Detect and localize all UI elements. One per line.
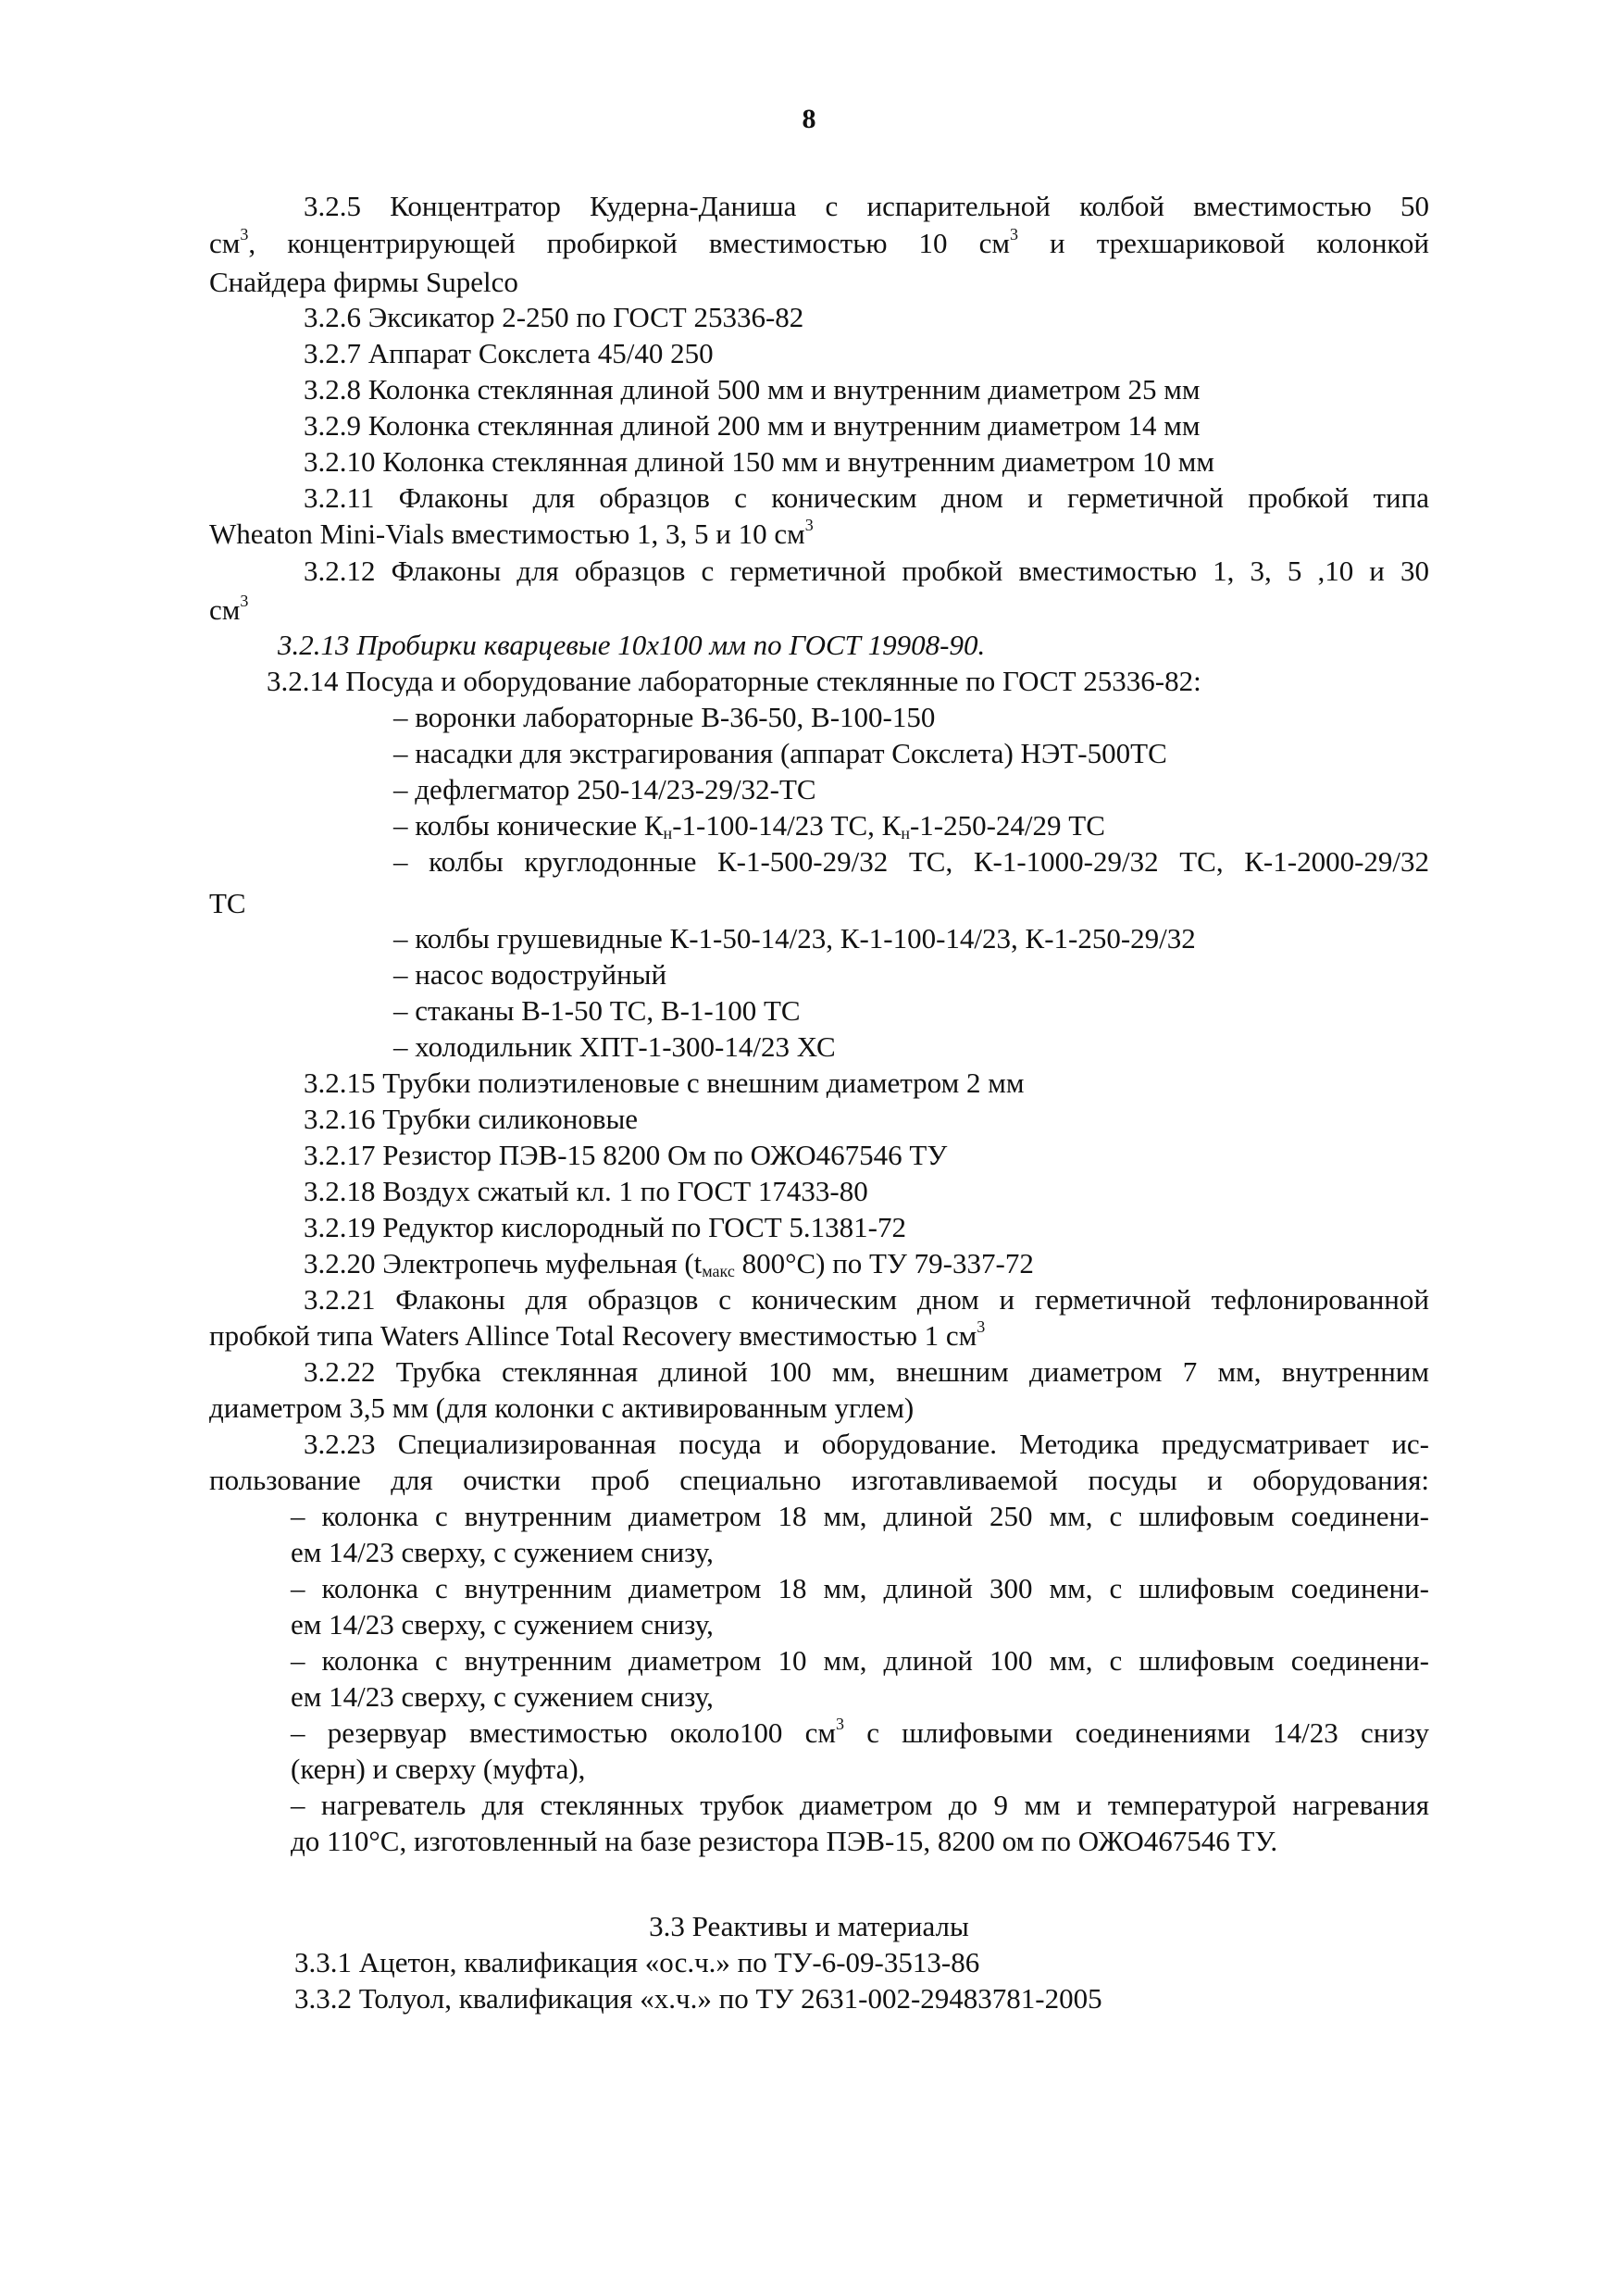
- superscript: 3: [1010, 225, 1018, 243]
- list-item-reservoir-cont: (керн) и сверху (муфта),: [291, 1753, 586, 1785]
- line-3-2-19: 3.2.19 Редуктор кислородный по ГОСТ 5.1381-72: [304, 1211, 906, 1243]
- list-item-heater: – нагреватель для стеклянных трубок диаметром до 9 мм и температурой нагревания: [291, 1789, 1429, 1821]
- text-segment: с шлифовыми соединениями 14/23 снизу: [844, 1716, 1429, 1749]
- line-3-2-16: 3.2.16 Трубки силиконовые: [304, 1103, 639, 1135]
- list-item-column-1: – колонка с внутренним диаметром 18 мм, длиной 250 мм, с шлифовым соединени-: [291, 1500, 1429, 1532]
- page-number: 8: [802, 104, 816, 134]
- text-segment: 800°С) по ТУ 79-337-72: [734, 1247, 1034, 1279]
- subscript: макс: [702, 1262, 735, 1280]
- line-3-2-18: 3.2.18 Воздух сжатый кл. 1 по ГОСТ 17433-80: [304, 1175, 868, 1207]
- line-3-2-11: 3.2.11 Флаконы для образцов с коническим дном и герметичной пробкой типа: [304, 481, 1429, 514]
- line-3-2-22: 3.2.22 Трубка стеклянная длиной 100 мм, внешним диаметром 7 мм, внутренним: [304, 1355, 1429, 1388]
- line-3-2-8: 3.2.8 Колонка стеклянная длиной 500 мм и внутренним диаметром 25 мм: [304, 373, 1201, 406]
- line-3-2-23: 3.2.23 Специализированная посуда и оборудование. Методика предусматривает ис-: [304, 1428, 1429, 1460]
- superscript: 3: [240, 225, 249, 243]
- text-segment: -1-250-24/29 ТС: [909, 809, 1105, 842]
- list-item-round-flasks: – колбы круглодонные К-1-500-29/32 ТС, К-1-1000-29/32 ТС, К-1-2000-29/32: [393, 845, 1429, 878]
- line-3-2-6: 3.2.6 Эксикатор 2-250 по ГОСТ 25336-82: [304, 301, 804, 333]
- superscript: 3: [977, 1317, 986, 1336]
- line-3-2-13: 3.2.13 Пробирки кварцевые 10х100 мм по ГОСТ 19908-90.: [278, 629, 986, 661]
- line-3-2-9: 3.2.9 Колонка стеклянная длиной 200 мм и внутренним диаметром 14 мм: [304, 409, 1201, 442]
- superscript: 3: [240, 592, 249, 610]
- line-3-2-22-cont: диаметром 3,5 мм (для колонки с активированным углем): [209, 1391, 915, 1424]
- section-heading-3-3: 3.3 Реактивы и материалы: [649, 1910, 969, 1942]
- list-item-dephlegmator: – дефлегматор 250-14/23-29/32-ТС: [393, 773, 816, 805]
- list-item-beakers: – стаканы В-1-50 ТС, В-1-100 ТС: [393, 994, 801, 1027]
- text-segment: 3.2.20 Электропечь муфельная (t: [304, 1247, 703, 1279]
- text-segment: и трехшариковой колонкой: [1018, 227, 1429, 259]
- text-segment: – колбы конические К: [393, 809, 664, 842]
- list-item-column-2-cont: ем 14/23 сверху, с сужением снизу,: [291, 1608, 714, 1641]
- line-3-2-7: 3.2.7 Аппарат Сокслета 45/40 250: [304, 337, 714, 369]
- line-3-2-10: 3.2.10 Колонка стеклянная длиной 150 мм и внутренним диаметром 10 мм: [304, 445, 1215, 478]
- list-item-column-2: – колонка с внутренним диаметром 18 мм, длиной 300 мм, с шлифовым соединени-: [291, 1572, 1429, 1604]
- line-3-2-15: 3.2.15 Трубки полиэтиленовые с внешним диаметром 2 мм: [304, 1067, 1025, 1099]
- list-item-reservoir: [291, 1716, 1429, 1751]
- subscript: н: [663, 824, 673, 842]
- list-item-conical-flasks: [393, 808, 1105, 843]
- list-item-column-1-cont: ем 14/23 сверху, с сужением снизу,: [291, 1536, 714, 1568]
- list-item-pear-flasks: – колбы грушевидные К-1-50-14/23, К-1-100-14/23, К-1-250-29/32: [393, 922, 1196, 955]
- list-item-column-3: – колонка с внутренним диаметром 10 мм, длиной 100 мм, с шлифовым соединени-: [291, 1644, 1429, 1677]
- line-3-2-12: 3.2.12 Флаконы для образцов с герметичной пробкой вместимостью 1, 3, 5 ,10 и 30: [304, 555, 1429, 587]
- list-item-round-flasks-cont: ТС: [209, 887, 246, 919]
- line-3-2-20: [304, 1246, 1034, 1281]
- line-3-2-17: 3.2.17 Резистор ПЭВ-15 8200 Ом по ОЖО467546 ТУ: [304, 1139, 948, 1171]
- line-3-2-21: 3.2.21 Флаконы для образцов с коническим дном и герметичной тефлонированной: [304, 1283, 1429, 1316]
- text-segment: , концентрирующей пробиркой вместимостью 10 см: [248, 227, 1010, 259]
- line-3-2-12-cont: [209, 593, 248, 628]
- superscript: 3: [836, 1715, 844, 1733]
- list-item-pump: – насос водоструйный: [393, 958, 667, 991]
- list-item-extraction: – насадки для экстрагирования (аппарат Сокслета) НЭТ-500ТС: [393, 737, 1167, 769]
- text-segment: см: [209, 227, 241, 259]
- line-supelco: Снайдера фирмы Supelco: [209, 266, 518, 298]
- subscript: н: [901, 824, 910, 842]
- list-item-column-3-cont: ем 14/23 сверху, с сужением снизу,: [291, 1680, 714, 1713]
- text-segment: пробкой типа Waters Allince Total Recovery вместимостью 1 см: [209, 1319, 977, 1352]
- list-item-heater-cont: до 110°С, изготовленный на базе резистора ПЭВ-15, 8200 ом по ОЖО467546 ТУ.: [291, 1825, 1278, 1857]
- list-item-condenser: – холодильник ХПТ-1-300-14/23 ХС: [393, 1030, 836, 1063]
- line-3-2-23-cont: пользование для очистки проб специально изготавливаемой посуды и оборудования:: [209, 1464, 1429, 1496]
- text-segment: – резервуар вместимостью около100 см: [291, 1716, 836, 1749]
- line-3-3-2: 3.3.2 Толуол, квалификация «х.ч.» по ТУ 2631-002-29483781-2005: [294, 1982, 1102, 2015]
- list-item-funnels: – воронки лабораторные В-36-50, В-100-150: [393, 701, 936, 733]
- line-3-2-21-cont: [209, 1318, 985, 1354]
- text-segment: -1-100-14/23 ТС, К: [672, 809, 902, 842]
- text-segment: Wheaton Mini-Vials вместимостью 1, 3, 5 и 10 см: [209, 518, 805, 550]
- text-segment: см: [209, 593, 241, 626]
- line-3-2-5: 3.2.5 Концентратор Кудерна-Даниша с испарительной колбой вместимостью 50: [304, 190, 1429, 222]
- superscript: 3: [804, 516, 814, 534]
- line-3-2-5-cont: [209, 226, 1429, 261]
- line-3-2-11-cont: [209, 517, 814, 552]
- line-3-3-1: 3.3.1 Ацетон, квалификация «ос.ч.» по ТУ-6-09-3513-86: [294, 1946, 980, 1978]
- line-3-2-14: 3.2.14 Посуда и оборудование лабораторные стеклянные по ГОСТ 25336-82:: [267, 665, 1201, 697]
